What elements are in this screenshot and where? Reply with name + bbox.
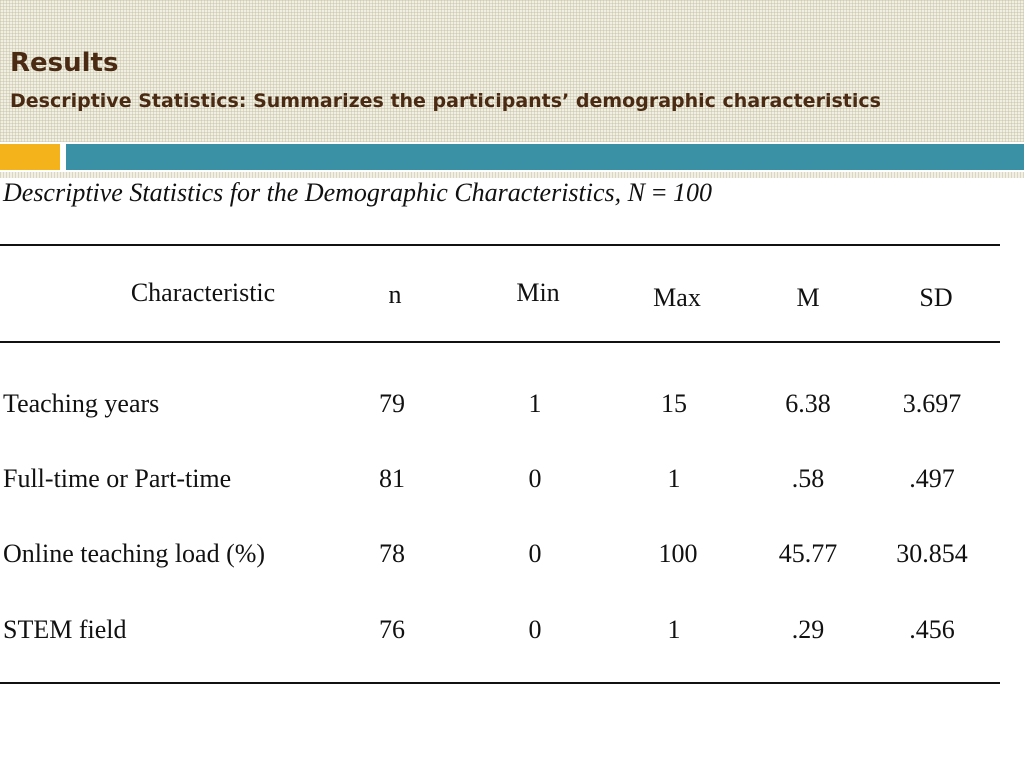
cell-sd: .456 (909, 615, 955, 644)
row-label: STEM field (3, 615, 127, 644)
column-header-characteristic: Characteristic (130, 278, 276, 307)
cell-n: 76 (379, 615, 405, 644)
column-header-min: Min (516, 278, 560, 307)
cell-mean: .58 (791, 464, 825, 493)
slide-header (0, 0, 1024, 142)
table-rule-header (0, 341, 1000, 343)
slide-subtitle: Descriptive Statistics: Summarizes the participants’ demographic characteristics (10, 90, 881, 112)
column-header-m: M (796, 283, 820, 312)
cell-max: 100 (658, 539, 698, 568)
accent-bar-teal (66, 144, 1024, 170)
cell-mean: 6.38 (785, 389, 831, 418)
column-header-max: Max (653, 283, 701, 312)
table-rule-top (0, 244, 1000, 246)
cell-n: 79 (379, 389, 405, 418)
cell-sd: .497 (909, 464, 955, 493)
row-label: Online teaching load (%) (3, 539, 266, 568)
row-label: Full-time or Part-time (3, 464, 232, 493)
cell-max: 15 (661, 389, 687, 418)
accent-bar-orange (0, 144, 60, 170)
column-header-sd: SD (919, 283, 953, 312)
cell-max: 1 (667, 464, 681, 493)
cell-min: 1 (528, 389, 542, 418)
cell-mean: .29 (791, 615, 825, 644)
cell-n: 78 (379, 539, 405, 568)
slide-title: Results (10, 48, 119, 78)
table-caption: Descriptive Statistics for the Demographic Characteristics, N = 100 (3, 178, 712, 207)
column-header-n: n (388, 280, 402, 309)
table-rule-bottom (0, 682, 1000, 684)
cell-min: 0 (528, 464, 542, 493)
cell-n: 81 (379, 464, 405, 493)
row-label: Teaching years (3, 389, 160, 418)
cell-sd: 30.854 (896, 539, 968, 568)
cell-mean: 45.77 (778, 539, 838, 568)
cell-min: 0 (528, 615, 542, 644)
cell-max: 1 (667, 615, 681, 644)
cell-min: 0 (528, 539, 542, 568)
cell-sd: 3.697 (902, 389, 962, 418)
